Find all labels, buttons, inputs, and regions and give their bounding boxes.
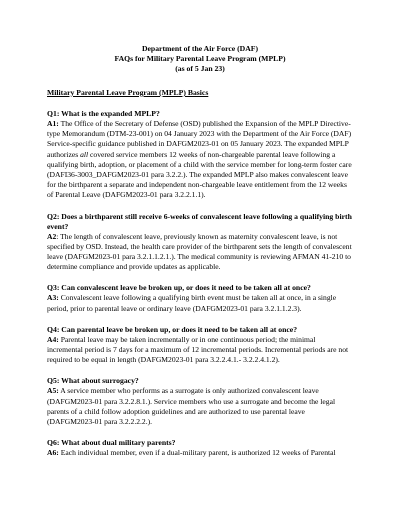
answer-6 [47,448,353,458]
answer-2 [47,232,353,273]
answer-3 [47,293,353,313]
question-4: Q4: Can parental leave be broken up, or does it need to be taken all at once? [47,324,298,334]
answer-label: A4: [47,334,59,344]
section-title: Military Parental Leave Program (MPLP) Basics [47,88,209,97]
qa-item-4 [47,325,353,366]
answer-label: A1: [47,119,59,128]
answer-label: A5: [47,386,59,396]
qa-item-6 [47,438,353,458]
answer-5 [47,386,353,427]
answer-label: A6: [47,448,59,458]
qa-item-3 [47,283,353,313]
answer-label: A2 [47,231,57,241]
question-3: Q3: Can convalescent leave be broken up, or does it need to be taken all at once? [47,283,311,293]
answer-text: Convalescent leave following a qualifying birth event must be taken all at once, in a single period, prior to parental leave or ordinary leave (DAFGM2023-01 para 3.2.1.1.2.3). [47,293,337,313]
answer-4 [47,335,353,366]
header-line-1: Department of the Air Force (DAF) [141,44,259,53]
header-line-2: FAQs for Military Parental Leave Program (MPLP) [114,54,286,63]
answer-text: Each individual member, even if a dual-military parent, is authorized 12 weeks of Parental [58,448,336,458]
answer-text: A service member who performs as a surrogate is only authorized convalescent leave (DAFGM2023-01 para 3.2.2.8.1.). Service members who use a surrogate and become the legal parents of a child follow adoption guidelines and are authorized to use parental leave (DAFGM2023-01 para 3.2.2.2.2.). [47,386,336,427]
question-2: Q2: Does a birthparent still receive 6-weeks of convalescent leave following a qualifying birth event? [47,211,352,231]
answer-1 [47,119,353,201]
question-6: Q6: What about dual military parents? [47,438,176,448]
qa-item-2 [47,212,353,273]
document-header [47,44,353,74]
answer-emphasis: all [80,149,89,159]
header-line-3: (as of 5 Jan 23) [175,64,225,73]
answer-text: The Office of the Secretary of Defense (OSD) published the Expansion of the MPLP Directive-type Memorandum (DTM-23-001) on 04 January 2023 with the Department of the Air Force (DAF) Service-specific guidance published in DAFGM2023-01 on 05 January 2023. The expanded MPLP authorizes [47,119,352,159]
question-5: Q5: What about surrogacy? [47,376,139,386]
question-1: Q1: What is the expanded MPLP? [47,109,160,118]
qa-item-5 [47,376,353,427]
answer-text-continued: covered service members 12 weeks of non-chargeable parental leave following a qualifying birth, adoption, or placement of a child with the service member for long-term foster care (DAFI36-3003_DAFGM2023-01 para 3.2.2.). The expanded MPLP also makes convalescent leave for the birthparent a separate and independent non-chargeable leave entitlement from the 12 weeks of Parental Leave (DAFGM2023-01 para 3.2.2.1.1). [47,149,352,200]
answer-label: A3: [47,293,59,303]
answer-text: : The length of convalescent leave, previously known as maternity convalescent leave, is not specified by OSD. Instead, the health care provider of the birthparent sets the length of convalescent leave (DAFGM2023-01 para 3.2.1.1.2.1.). The medical community is reviewing AFMAN 41-210 to determine compliance and provide updates as applicable. [47,231,352,272]
answer-text: Parental leave may be taken incrementally or in one continuous period; the minimal incremental period is 7 days for a maximum of 12 incremental periods. Incremental periods are not required to be equal in length (DAFGM2023-01 para 3.2.2.4.1.- 3.2.2.4.1.2). [47,334,349,365]
qa-item-1 [47,109,353,201]
